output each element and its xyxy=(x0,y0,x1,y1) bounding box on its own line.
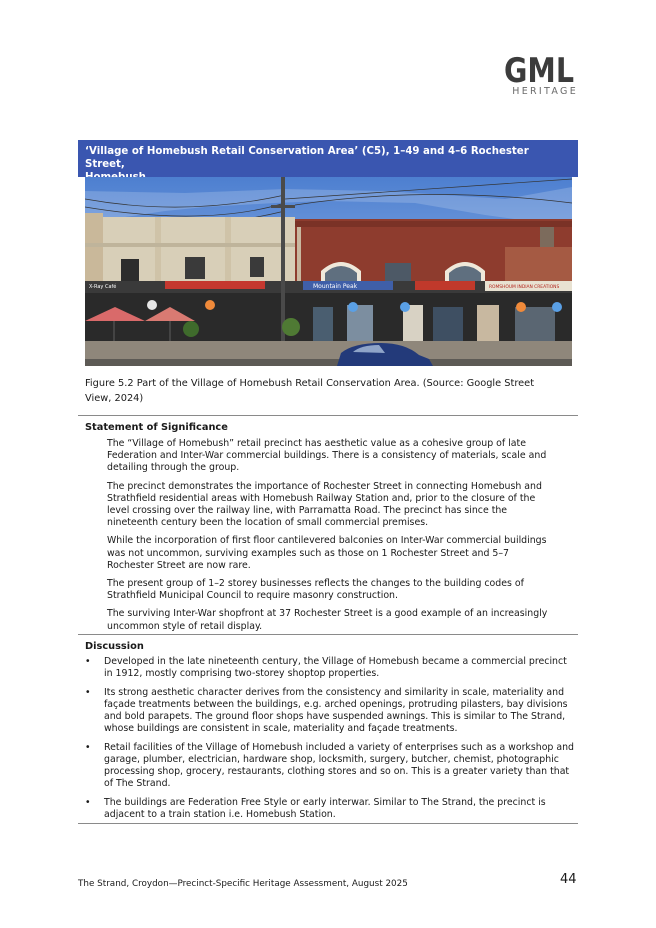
photo-sign-mid: Mountain Peak xyxy=(313,283,358,290)
significance-paragraph: The “Village of Homebush” retail precinct has aesthetic value as a cohesive group of late Federation and Inter-War commercial buildings. There is a consistency of materials, scale and detailing through the group. xyxy=(107,438,547,474)
footer-text: The Strand, Croydon—Precinct-Specific Heritage Assessment, August 2025 xyxy=(78,879,408,889)
figure-caption xyxy=(85,376,565,406)
list-item-text: Developed in the late nineteenth century, the Village of Homebush became a commercial precinct in 1912, mostly comprising two-storey shoptop properties. xyxy=(104,656,567,680)
logo-mark: GML xyxy=(504,51,574,86)
list-item-text: Its strong aesthetic character derives from the consistency and similarity in scale, materiality and façade treatments between the buildings, e.g. arched openings, protruding pilasters, bay divisions and bold parapets. The ground floor shops have suspended awnings. This is similar to The Strand, whose buildings are consistent in scale, materiality and façade treatments. xyxy=(104,686,568,735)
significance-heading: Statement of Significance xyxy=(85,422,228,433)
bullet-icon: • xyxy=(85,656,91,667)
bullet-icon: • xyxy=(85,796,91,808)
divider xyxy=(78,634,578,635)
list-item-text: Retail facilities of the Village of Homebush included a variety of enterprises such as a workshop and garage, plumber, electrician, hardware shop, locksmith, surgery, butcher, chemist, photographic processing shop, grocery, restaurants, clothing stores and so on. This is a greater variety than that of The Strand. xyxy=(104,741,574,790)
significance-paragraph: The present group of 1–2 storey businesses reflects the changes to the building codes of Strathfield Municipal Council to require masonry construction. xyxy=(107,578,524,602)
banner-title-line1: ‘Village of Homebush Retail Conservation Area’ (C5), 1–49 and 4–6 Rochester Street, xyxy=(85,146,529,170)
list-item xyxy=(84,687,574,736)
photo-sign-left: X-Ray Café xyxy=(89,284,117,290)
significance-paragraph: While the incorporation of first floor cantilevered balconies on Inter-War commercial buildings was not uncommon, surviving examples such as those on 1 Rochester Street and 5–7 Rochester Street are now rare. xyxy=(107,535,547,571)
bullet-icon: • xyxy=(85,686,91,698)
significance-paragraph: The surviving Inter-War shopfront at 37 Rochester Street is a good example of an increasingly uncommon style of retail display. xyxy=(107,608,548,632)
figure-title-banner xyxy=(78,140,578,177)
list-item xyxy=(84,797,574,821)
bullet-icon: • xyxy=(85,741,91,753)
page-number: 44 xyxy=(560,872,577,887)
significance-body xyxy=(107,438,553,639)
list-item-text: The buildings are Federation Free Style or early interwar. Similar to The Strand, the precinct is adjacent to a train station i.e. Homebush Station. xyxy=(104,796,546,820)
caption-line2: View, 2024) xyxy=(85,393,144,404)
divider xyxy=(78,415,578,416)
street-photo xyxy=(85,177,572,366)
caption-line1: Figure 5.2 Part of the Village of Homebush Retail Conservation Area. (Source: Google Street xyxy=(85,378,535,389)
list-item xyxy=(84,742,574,791)
discussion-heading: Discussion xyxy=(85,641,144,652)
photo-sign-right: ROMSHOUM INDIAN CREATIONS xyxy=(489,285,560,290)
divider xyxy=(78,823,578,824)
significance-paragraph: The precinct demonstrates the importance of Rochester Street in connecting Homebush and Strathfield residential areas with Homebush Railway Station and, prior to the closure of the level crossing over the railway line, with Parramatta Road. The precinct has since the nineteenth century been the location of small commercial premises. xyxy=(107,480,542,529)
logo-subtitle: HERITAGE xyxy=(512,86,578,97)
list-item xyxy=(84,656,574,680)
discussion-list xyxy=(84,656,574,827)
